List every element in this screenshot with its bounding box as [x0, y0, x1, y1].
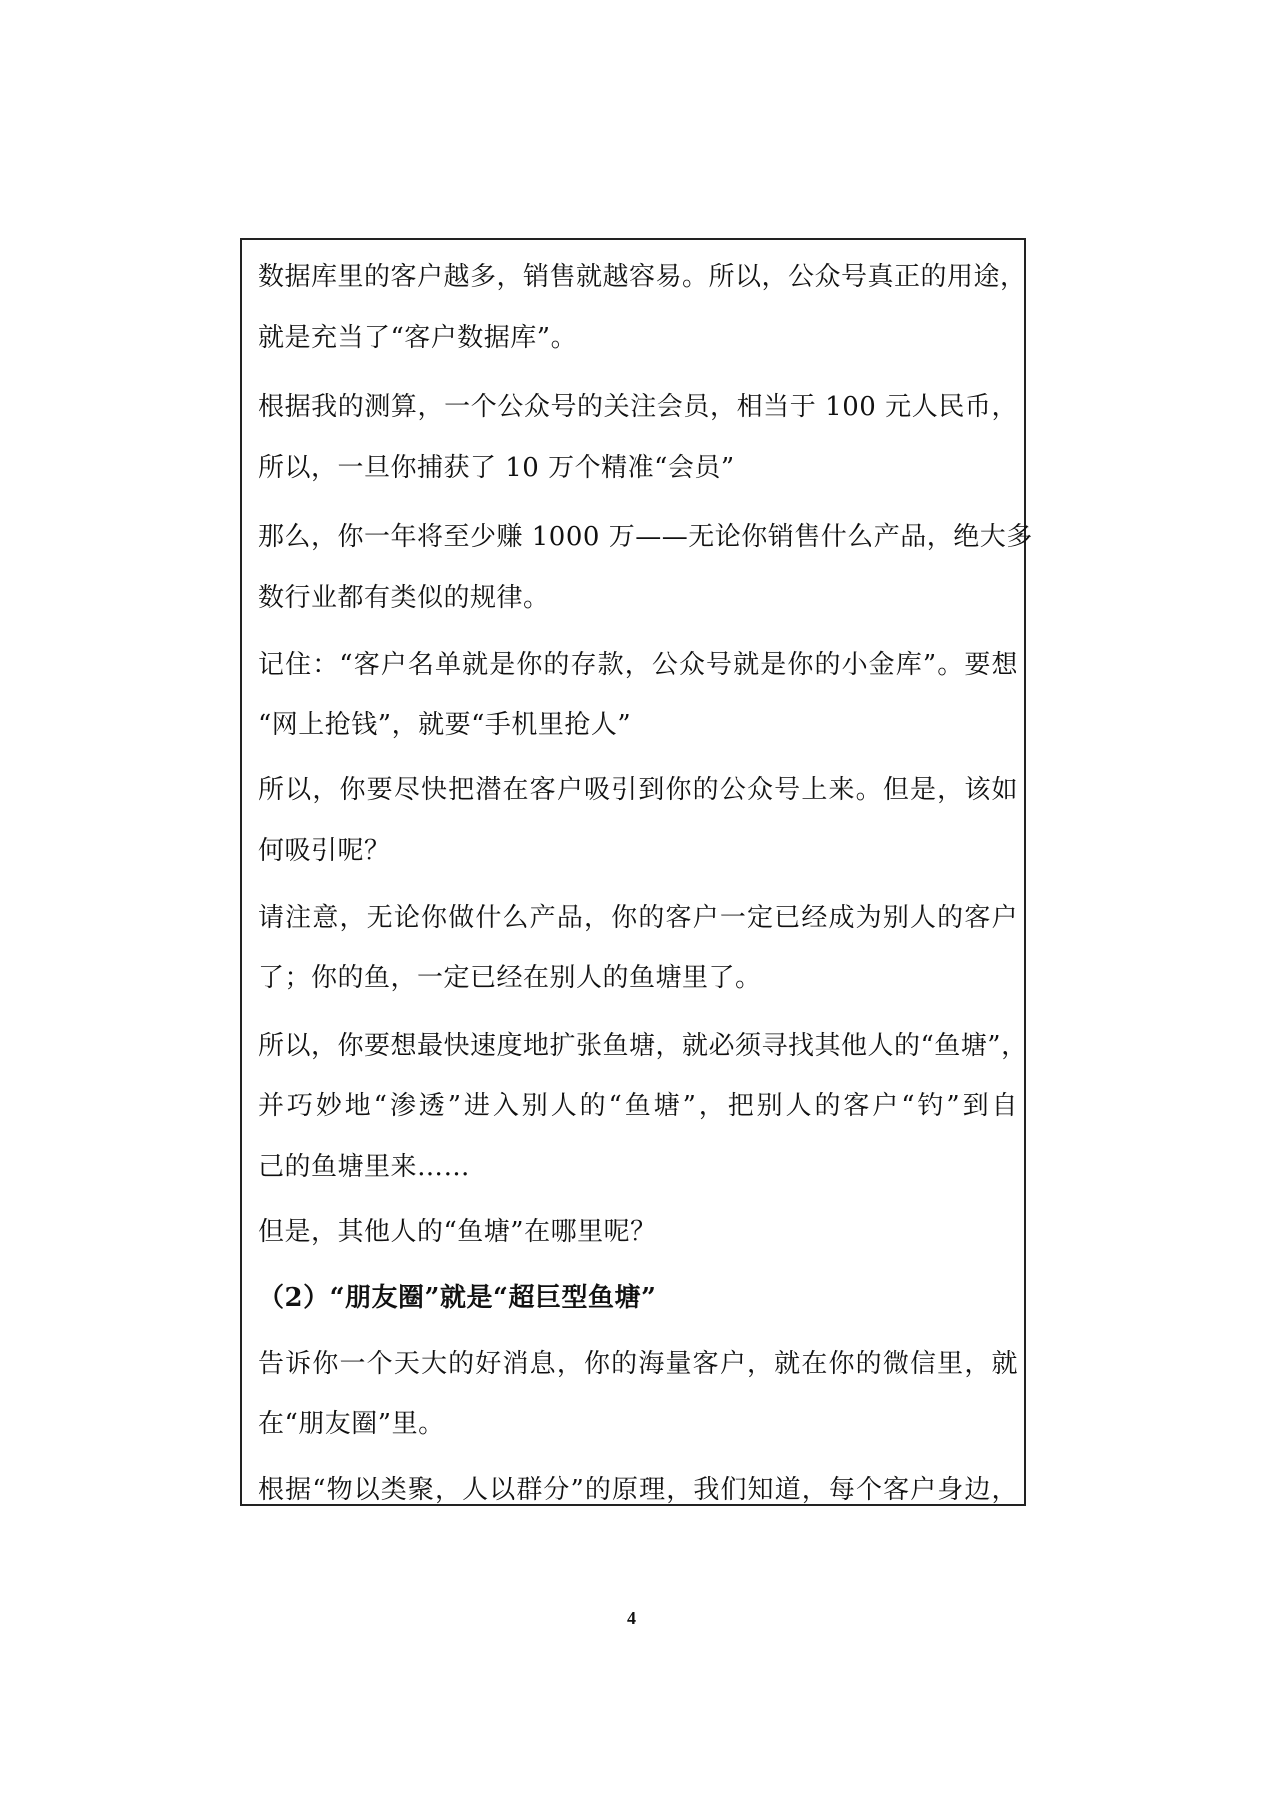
paragraph-line: 在“朋友圈”里。	[258, 1409, 445, 1439]
paragraph-line: 根据“物以类聚，人以群分”的原理，我们知道，每个客户身边，	[258, 1475, 1018, 1505]
paragraph-line: 己的鱼塘里来……	[258, 1152, 471, 1182]
paragraph-line: 但是，其他人的“鱼塘”在哪里呢？	[258, 1217, 657, 1247]
page-number: 4	[627, 1608, 636, 1628]
paragraph-line: 那么，你一年将至少赚 1000 万——无论你销售什么产品，绝大多	[258, 522, 1033, 552]
paragraph-line: 所以，你要想最快速度地扩张鱼塘，就必须寻找其他人的“鱼塘”，	[258, 1031, 1028, 1061]
paragraph-line: 所以，你要尽快把潜在客户吸引到你的公众号上来。但是，该如	[258, 775, 1018, 805]
paragraph-line: 就是充当了“客户数据库”。	[258, 323, 578, 353]
paragraph-line: 记住：“客户名单就是你的存款，公众号就是你的小金库”。要想	[258, 650, 1018, 680]
paragraph-line: 并巧妙地“渗透”进入别人的“鱼塘”，把别人的客户“钓”到自	[258, 1091, 1018, 1121]
paragraph-line: “网上抢钱”，就要“手机里抢人”	[258, 710, 632, 740]
paragraph-line: 所以，一旦你捕获了 10 万个精准“会员”	[258, 453, 735, 483]
paragraph-line: 请注意，无论你做什么产品，你的客户一定已经成为别人的客户	[258, 903, 1018, 933]
section-heading: （2）“朋友圈”就是“超巨型鱼塘”	[258, 1283, 657, 1313]
paragraph-line: 何吸引呢？	[258, 836, 391, 866]
paragraph-line: 告诉你一个天大的好消息，你的海量客户，就在你的微信里，就	[258, 1349, 1018, 1379]
paragraph-line: 了；你的鱼，一定已经在别人的鱼塘里了。	[258, 963, 762, 993]
paragraph-line: 数据库里的客户越多，销售就越容易。所以，公众号真正的用途，	[258, 262, 1027, 292]
paragraph-line: 数行业都有类似的规律。	[258, 583, 550, 613]
paragraph-line: 根据我的测算，一个公众号的关注会员，相当于 100 元人民币，	[258, 392, 1018, 422]
